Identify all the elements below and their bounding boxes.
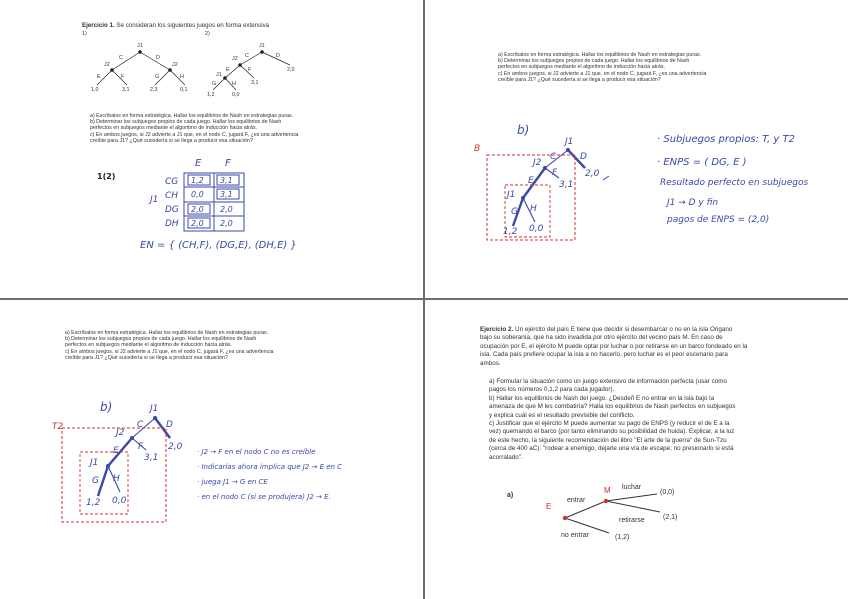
tree2-payoff-d: 2,0 <box>287 67 295 73</box>
question-b: b) Determinar los subjuegos propios de cada juego. Hallar los equilibrios de Nash <box>65 336 257 343</box>
handwritten-part-label: 1(2) <box>97 172 116 181</box>
note-result: Resultado perfecto en subjuegos <box>660 178 809 188</box>
move-retirarse: retirarse <box>619 517 645 524</box>
payoff-h: 0,0 <box>112 496 127 506</box>
item-a: a) Formular la situación como un juego extensivo de información perfecta (usar como <box>489 378 727 385</box>
move-g: G <box>511 207 518 217</box>
cell-dg-e: 2,0 <box>191 205 204 214</box>
payoff-luchar: (0,0) <box>660 489 675 496</box>
move-h: H <box>113 474 120 484</box>
cell-dg-f: 2,0 <box>220 205 233 214</box>
node-j1: J1 <box>150 404 159 414</box>
note-path: J1 → D y fin <box>667 198 719 208</box>
tree1-move-c: C <box>119 55 123 61</box>
item-b-cont: amenaza de que M les combatiría? Halla los equilibrios de Nash perfectos en subjuegos <box>489 403 736 411</box>
payoff-g: 1,2 <box>86 498 101 508</box>
payoff-d: 2,0 <box>585 169 600 179</box>
tree2-move-c: C <box>245 53 249 59</box>
payoff-f: 3,1 <box>559 180 574 190</box>
note-1: · J2 → F en el nodo C no es creíble <box>197 448 316 456</box>
move-no-entrar: no entrar <box>561 532 590 539</box>
question-c: c) En ambos juegos, si J2 advierte a J1 que, en el nodo C, jugará F, ¿es una advertencia <box>90 131 299 138</box>
matrix-row-dh: DH <box>165 219 179 229</box>
player-e: E <box>546 502 552 511</box>
question-a: a) Escríbalos en forma estratégica. Hallar los equilibrios de Nash en estrategias puras. <box>90 113 294 119</box>
tree2-move-e: E <box>226 67 230 73</box>
matrix-col-f: F <box>225 158 231 169</box>
move-c: C <box>137 420 144 430</box>
item-c-cont: de este hecho, la siguiente recomendación del libro "El arte de la guerra" de Sun-Tzu <box>489 436 727 444</box>
slide-page-2 <box>425 0 848 298</box>
question-c-cont: creíble para J1? ¿Qué sucedería si se llega a producir esa situación? <box>90 137 253 144</box>
tree1-move-g: G <box>155 74 160 80</box>
item-b-cont: y explica cuál es el resultado previsible del conflicto. <box>489 411 635 419</box>
move-f: F <box>138 442 144 452</box>
question-b: b) Determinar los subjuegos propios de cada juego. Hallar los equilibrios de Nash <box>90 119 282 126</box>
move-entrar: entrar <box>567 497 586 504</box>
nash-equilibria: EN = { (CH,F), (DG,E), (DH,E) } <box>140 240 297 251</box>
payoff-d: 2,0 <box>168 442 183 452</box>
slide-page-3 <box>0 300 423 599</box>
handwritten-tree-p2 <box>425 0 848 298</box>
tree2-move-g: G <box>212 81 217 87</box>
move-d: D <box>580 152 587 162</box>
cell-dh-f: 2,0 <box>220 219 233 228</box>
tree1-payoff-1: 1,0 <box>91 87 99 93</box>
tree2-node-j1: J1 <box>259 43 265 49</box>
game-2-label: 2) <box>205 31 210 37</box>
item-a-cont: pagos los números 0,1,2 para cada jugador). <box>489 386 615 394</box>
matrix-grid <box>0 0 423 298</box>
matrix-row-dg: DG <box>165 205 179 215</box>
move-g: G <box>92 476 99 486</box>
slide-page-4 <box>425 300 848 599</box>
cell-cg-e: 1,2 <box>191 176 204 185</box>
item-b: b) Hallar los equilibrios de Nash del juego. ¿Desdeñ E no entrar en la isla bajo la <box>489 394 715 402</box>
matrix-col-e: E <box>195 158 202 169</box>
payoff-g: 1,2 <box>503 227 518 237</box>
para-line: ambos. <box>480 359 501 367</box>
subgame-box-label: B <box>474 144 481 154</box>
exercise-1-title: Ejercicio 1. Se consideran los siguientes juegos en forma extensiva <box>82 22 270 29</box>
game-tree-ex2 <box>425 300 848 599</box>
tree1-move-e: E <box>97 74 101 80</box>
matrix-side-j1: J1 <box>150 195 159 205</box>
note-subgames: · Subjuegos propios: T, y T2 <box>657 134 795 145</box>
question-b-cont: perfectos en subjuegos mediante el algoritmo de inducción hacia atrás. <box>90 125 257 132</box>
tree2-node-j2: J2 <box>232 56 238 62</box>
node-j1: J1 <box>565 137 574 147</box>
note-2: · Indicarías ahora implica que J2 → E en C <box>197 463 343 471</box>
tree1-move-h: H <box>180 74 184 80</box>
question-b: b) Determinar los subjuegos propios de cada juego. Hallar los equilibrios de Nash <box>498 58 690 65</box>
tree1-payoff-4: 0,1 <box>180 87 188 93</box>
item-c-cont: vez) quemando el barco (por tanto eliminando su posibilidad de huida). Explicar, a la luz <box>489 428 735 436</box>
question-c: c) En ambos juegos, si J2 advierte a J1 que, en el nodo C, jugará F, ¿es una advertencia <box>65 348 274 355</box>
move-d: D <box>166 420 173 430</box>
item-c-cont: acorralado". <box>489 453 523 461</box>
matrix-row-ch: CH <box>165 191 179 201</box>
game-1-label: 1) <box>82 31 87 37</box>
para-line: Un ejército del país E tiene que decidir si desembarcar o no en la isla Origano <box>513 326 733 333</box>
subgame-box-label: T2 <box>52 422 64 432</box>
question-a: a) Escríbalos en forma estratégica. Hallar los equilibrios de Nash en estrategias puras. <box>498 52 702 58</box>
part-b-label: b) <box>100 400 113 414</box>
tree2-payoff-f: 3,1 <box>251 80 259 86</box>
tree2-move-d: D <box>276 53 280 59</box>
item-c: c) Justificar que el ejército M puede aumentar su pago de ENPS (y reducir el de E a la <box>489 420 730 428</box>
tree1-payoff-2: 3,1 <box>122 87 130 93</box>
payoff-no-entrar: (1,2) <box>615 534 630 541</box>
tree2-move-f: F <box>248 67 252 73</box>
note-4: · en el nodo C (si se produjera) J2 → E. <box>197 493 331 501</box>
para-line: isla. Cada país prefiere ocupar la isla a no hacerlo, pero luchar es el peor escenario para <box>480 351 728 359</box>
tree2-payoff-g: 1,2 <box>207 92 215 98</box>
tree1-node-j1: J1 <box>137 43 143 49</box>
exercise-2-title: Ejercicio 2. <box>480 326 514 333</box>
payoff-f: 3,1 <box>144 453 159 463</box>
cell-ch-e: 0,0 <box>191 190 204 199</box>
para-line: bajo su soberanía, que ha sido invadida por otro ejército del vecino país M. En caso de <box>480 334 723 342</box>
diagram-a-label: a) <box>507 492 514 499</box>
payoff-retirarse: (2,1) <box>663 514 678 521</box>
tree2-node-j1b: J1 <box>216 72 222 78</box>
tree1-node-j2a: J2 <box>104 62 110 68</box>
question-c: c) En ambos juegos, si J2 advierte a J1 que, en el nodo C, jugará F, ¿es una advertencia <box>498 70 707 77</box>
tree1-move-d: D <box>156 55 160 61</box>
move-luchar: luchar <box>622 484 642 491</box>
note-payoffs: pagos de ENPS = (2,0) <box>667 215 770 225</box>
question-a: a) Escríbalos en forma estratégica. Hallar los equilibrios de Nash en estrategias puras. <box>65 330 269 336</box>
note-3: · juega J1 → G en CE <box>197 478 268 486</box>
move-e: E <box>528 176 534 186</box>
payoff-h: 0,0 <box>529 224 544 234</box>
slide-page-1 <box>0 0 423 298</box>
move-e: E <box>113 446 119 456</box>
tree1-move-f: F <box>121 74 125 80</box>
move-h: H <box>530 204 537 214</box>
node-j1b: J1 <box>90 458 99 468</box>
tree2-move-h: H <box>232 81 236 87</box>
para-line: ocupación por E, el ejército M puede optar por luchar o por retirarse en un barco fondeado en la <box>480 342 748 350</box>
question-c-cont: creíble para J1? ¿Qué sucedería si se llega a producir esa situación? <box>498 76 661 83</box>
node-j2: J2 <box>533 158 542 168</box>
cell-ch-f: 3,1 <box>220 190 233 199</box>
cell-cg-f: 3,1 <box>220 176 233 185</box>
tree1-node-j2b: J2 <box>172 62 178 68</box>
part-b-label: b) <box>517 123 530 137</box>
player-m: M <box>604 486 611 495</box>
question-b-cont: perfectos en subjuegos mediante el algoritmo de inducción hacia atrás. <box>65 342 232 349</box>
matrix-row-cg: CG <box>165 177 179 187</box>
tree2-payoff-h: 0,0 <box>232 92 240 98</box>
note-enps: · ENPS = ( DG, E ) <box>657 157 747 168</box>
node-j2: J2 <box>116 428 125 438</box>
question-b-cont: perfectos en subjuegos mediante el algoritmo de inducción hacia atrás. <box>498 64 665 71</box>
question-c-cont: creíble para J1? ¿Qué sucedería si se llega a producir esa situación? <box>65 354 228 361</box>
item-c-cont: (cerca de 400 aC): "rodear a enemigo, dejarle una vía de escape; no presionarlo si está <box>489 445 734 453</box>
cell-dh-e: 2,0 <box>191 219 204 228</box>
move-f: F <box>552 168 558 178</box>
move-c: C <box>550 152 557 162</box>
tree1-payoff-3: 2,3 <box>150 87 158 93</box>
node-j1b: J1 <box>507 190 516 200</box>
